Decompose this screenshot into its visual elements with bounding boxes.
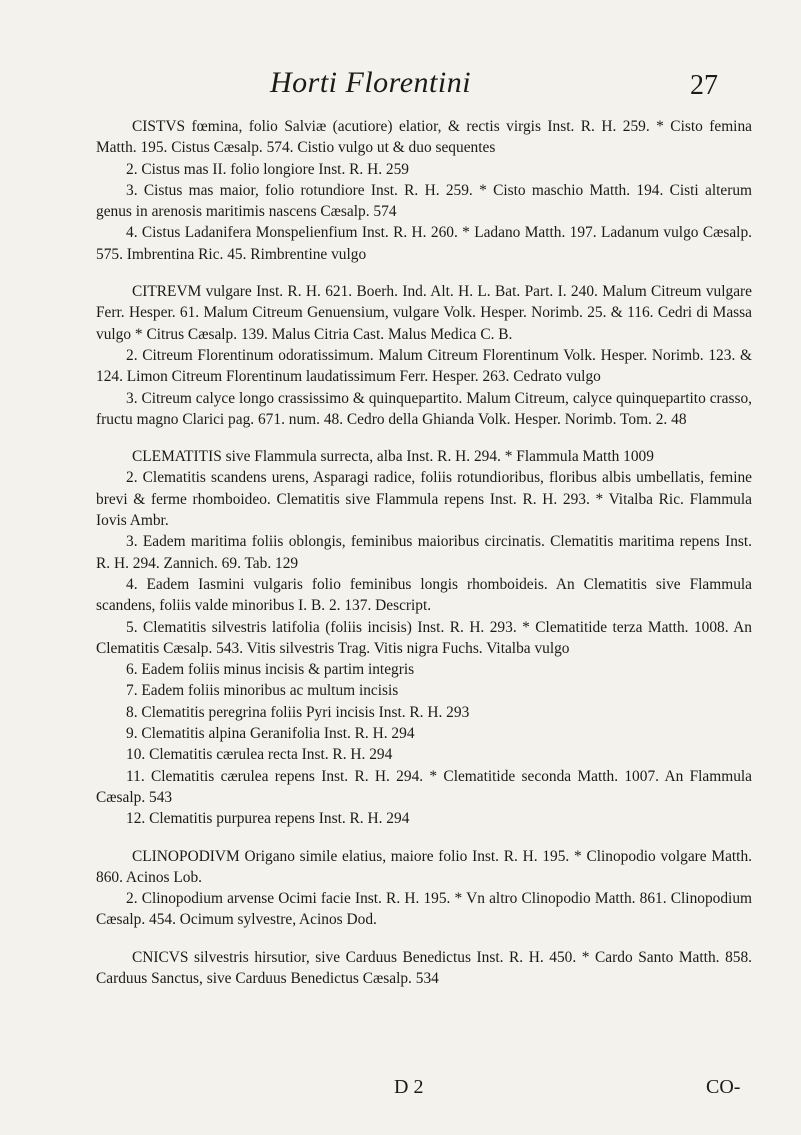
page-footer xyxy=(0,1076,801,1106)
species-paragraph: 12. Clematitis purpurea repens Inst. R. H. 294 xyxy=(126,810,410,828)
catchword: CO- xyxy=(706,1076,741,1098)
species-paragraph: 3. Eadem maritima foliis oblongis, feminibus maioribus circinatis. Clematitis maritima repens Inst. R. H. 294. Zannich. 69. Tab. 129 xyxy=(96,533,752,572)
species-paragraph: 2. Clematitis scandens urens, Asparagi radice, foliis rotundioribus, floribus albis umbellatis, femine brevi & ferme rhomboideo. Clematitis sive Flammula repens Inst. R. H. 293. * Vitalba Ric. Flammula Iovis Ambr. xyxy=(96,469,752,530)
genus-heading-paragraph: CLINOPODIVM Origano simile elatius, maiore folio Inst. R. H. 195. * Clinopodio volgare Matth. 860. Acinos Lob. xyxy=(96,847,752,886)
genus-heading-paragraph: CNICVS silvestris hirsutior, sive Carduus Benedictus Inst. R. H. 450. * Cardo Santo Matth. 858. Carduus Sanctus, sive Carduus Benedictus Cæsalp. 534 xyxy=(96,948,752,987)
species-paragraph: 3. Cistus mas maior, folio rotundiore Inst. R. H. 259. * Cisto maschio Matth. 194. Cisti alterum genus in arenosis maritimis nascens Cæsalp. 574 xyxy=(96,181,752,221)
genus-heading-paragraph: CISTVS fœmina, folio Salviæ (acutiore) elatior, & rectis virgis Inst. R. H. 259. * Cisto femina Matth. 195. Cistus Cæsalp. 574. Cistio vulgo ut & duo sequentes xyxy=(96,118,752,157)
species-paragraph: 4. Cistus Ladanifera Monspelienfium Inst. R. H. 260. * Ladano Matth. 197. Ladanum vulgo Cæsalp. 575. Imbrentina Ric. 45. Rimbrentine vulgo xyxy=(96,224,752,263)
species-paragraph: 5. Clematitis silvestris latifolia (foliis incisis) Inst. R. H. 293. * Clematitide terza Matth. 1008. An Clematitis Cæsalp. 543. Vitis silvestris Trag. Vitis nigra Fuchs. Vitalba vulgo xyxy=(96,618,752,657)
genus-entry xyxy=(96,446,752,829)
signature-mark: D 2 xyxy=(394,1076,424,1098)
genus-entry xyxy=(96,846,752,931)
genus-heading-paragraph: CLEMATITIS sive Flammula surrecta, alba Inst. R. H. 294. * Flammula Matth 1009 xyxy=(132,448,654,466)
genus-entry xyxy=(96,947,752,990)
species-paragraph: 11. Clematitis cærulea repens Inst. R. H. 294. * Clematitide seconda Matth. 1007. An Flammula Cæsalp. 543 xyxy=(96,767,752,806)
species-paragraph: 2. Clinopodium arvense Ocimi facie Inst. R. H. 195. * Vn altro Clinopodio Matth. 861. Clinopodium Cæsalp. 454. Ocimum sylvestre, Acinos Dod. xyxy=(96,890,752,929)
species-paragraph: 7. Eadem foliis minoribus ac multum incisis xyxy=(126,682,399,700)
genus-entry xyxy=(96,281,752,430)
genus-heading-paragraph: CITREVM vulgare Inst. R. H. 621. Boerh. Ind. Alt. H. L. Bat. Part. I. 240. Malum Citreum vulgare Ferr. Hesper. 61. Malum Citreum Genuensium, vulgare Volk. Hesper. Norimb. 25. & 116. Cedri di Massa vulgo * Citrus Cæsalp. 139. Malus Citria Cast. Malus Medica C. B. xyxy=(96,283,752,343)
species-paragraph: 6. Eadem foliis minus incisis & partim integris xyxy=(126,661,415,679)
running-title: Horti Florentini xyxy=(270,66,472,99)
species-paragraph: 8. Clematitis peregrina foliis Pyri incisis Inst. R. H. 293 xyxy=(126,703,470,721)
page-number: 27 xyxy=(690,70,718,101)
species-paragraph: 4. Eadem Iasmini vulgaris folio feminibus longis rhomboideis. An Clematitis sive Flammula scandens, foliis valde minoribus I. B. 2. 137. Descript. xyxy=(96,575,752,615)
species-paragraph: 2. Citreum Florentinum odoratissimum. Malum Citreum Florentinum Volk. Hesper. Norimb. 123. & 124. Limon Citreum Florentinum laudatissimum Ferr. Hesper. 263. Cedrato vulgo xyxy=(96,346,752,386)
body-text xyxy=(96,116,752,1005)
species-paragraph: 2. Cistus mas II. folio longiore Inst. R. H. 259 xyxy=(126,160,410,178)
species-paragraph: 10. Clematitis cærulea recta Inst. R. H. 294 xyxy=(126,746,393,764)
species-paragraph: 3. Citreum calyce longo crassissimo & quinquepartito. Malum Citreum, calyce quinquepartito crasso, fructu magno Clarici pag. 671. num. 48. Cedro della Ghianda Volk. Hesper. Norimb. Tom. 2. 48 xyxy=(96,389,752,428)
species-paragraph: 9. Clematitis alpina Geranifolia Inst. R. H. 294 xyxy=(126,725,415,743)
page-header xyxy=(0,66,801,110)
genus-entry xyxy=(96,116,752,265)
